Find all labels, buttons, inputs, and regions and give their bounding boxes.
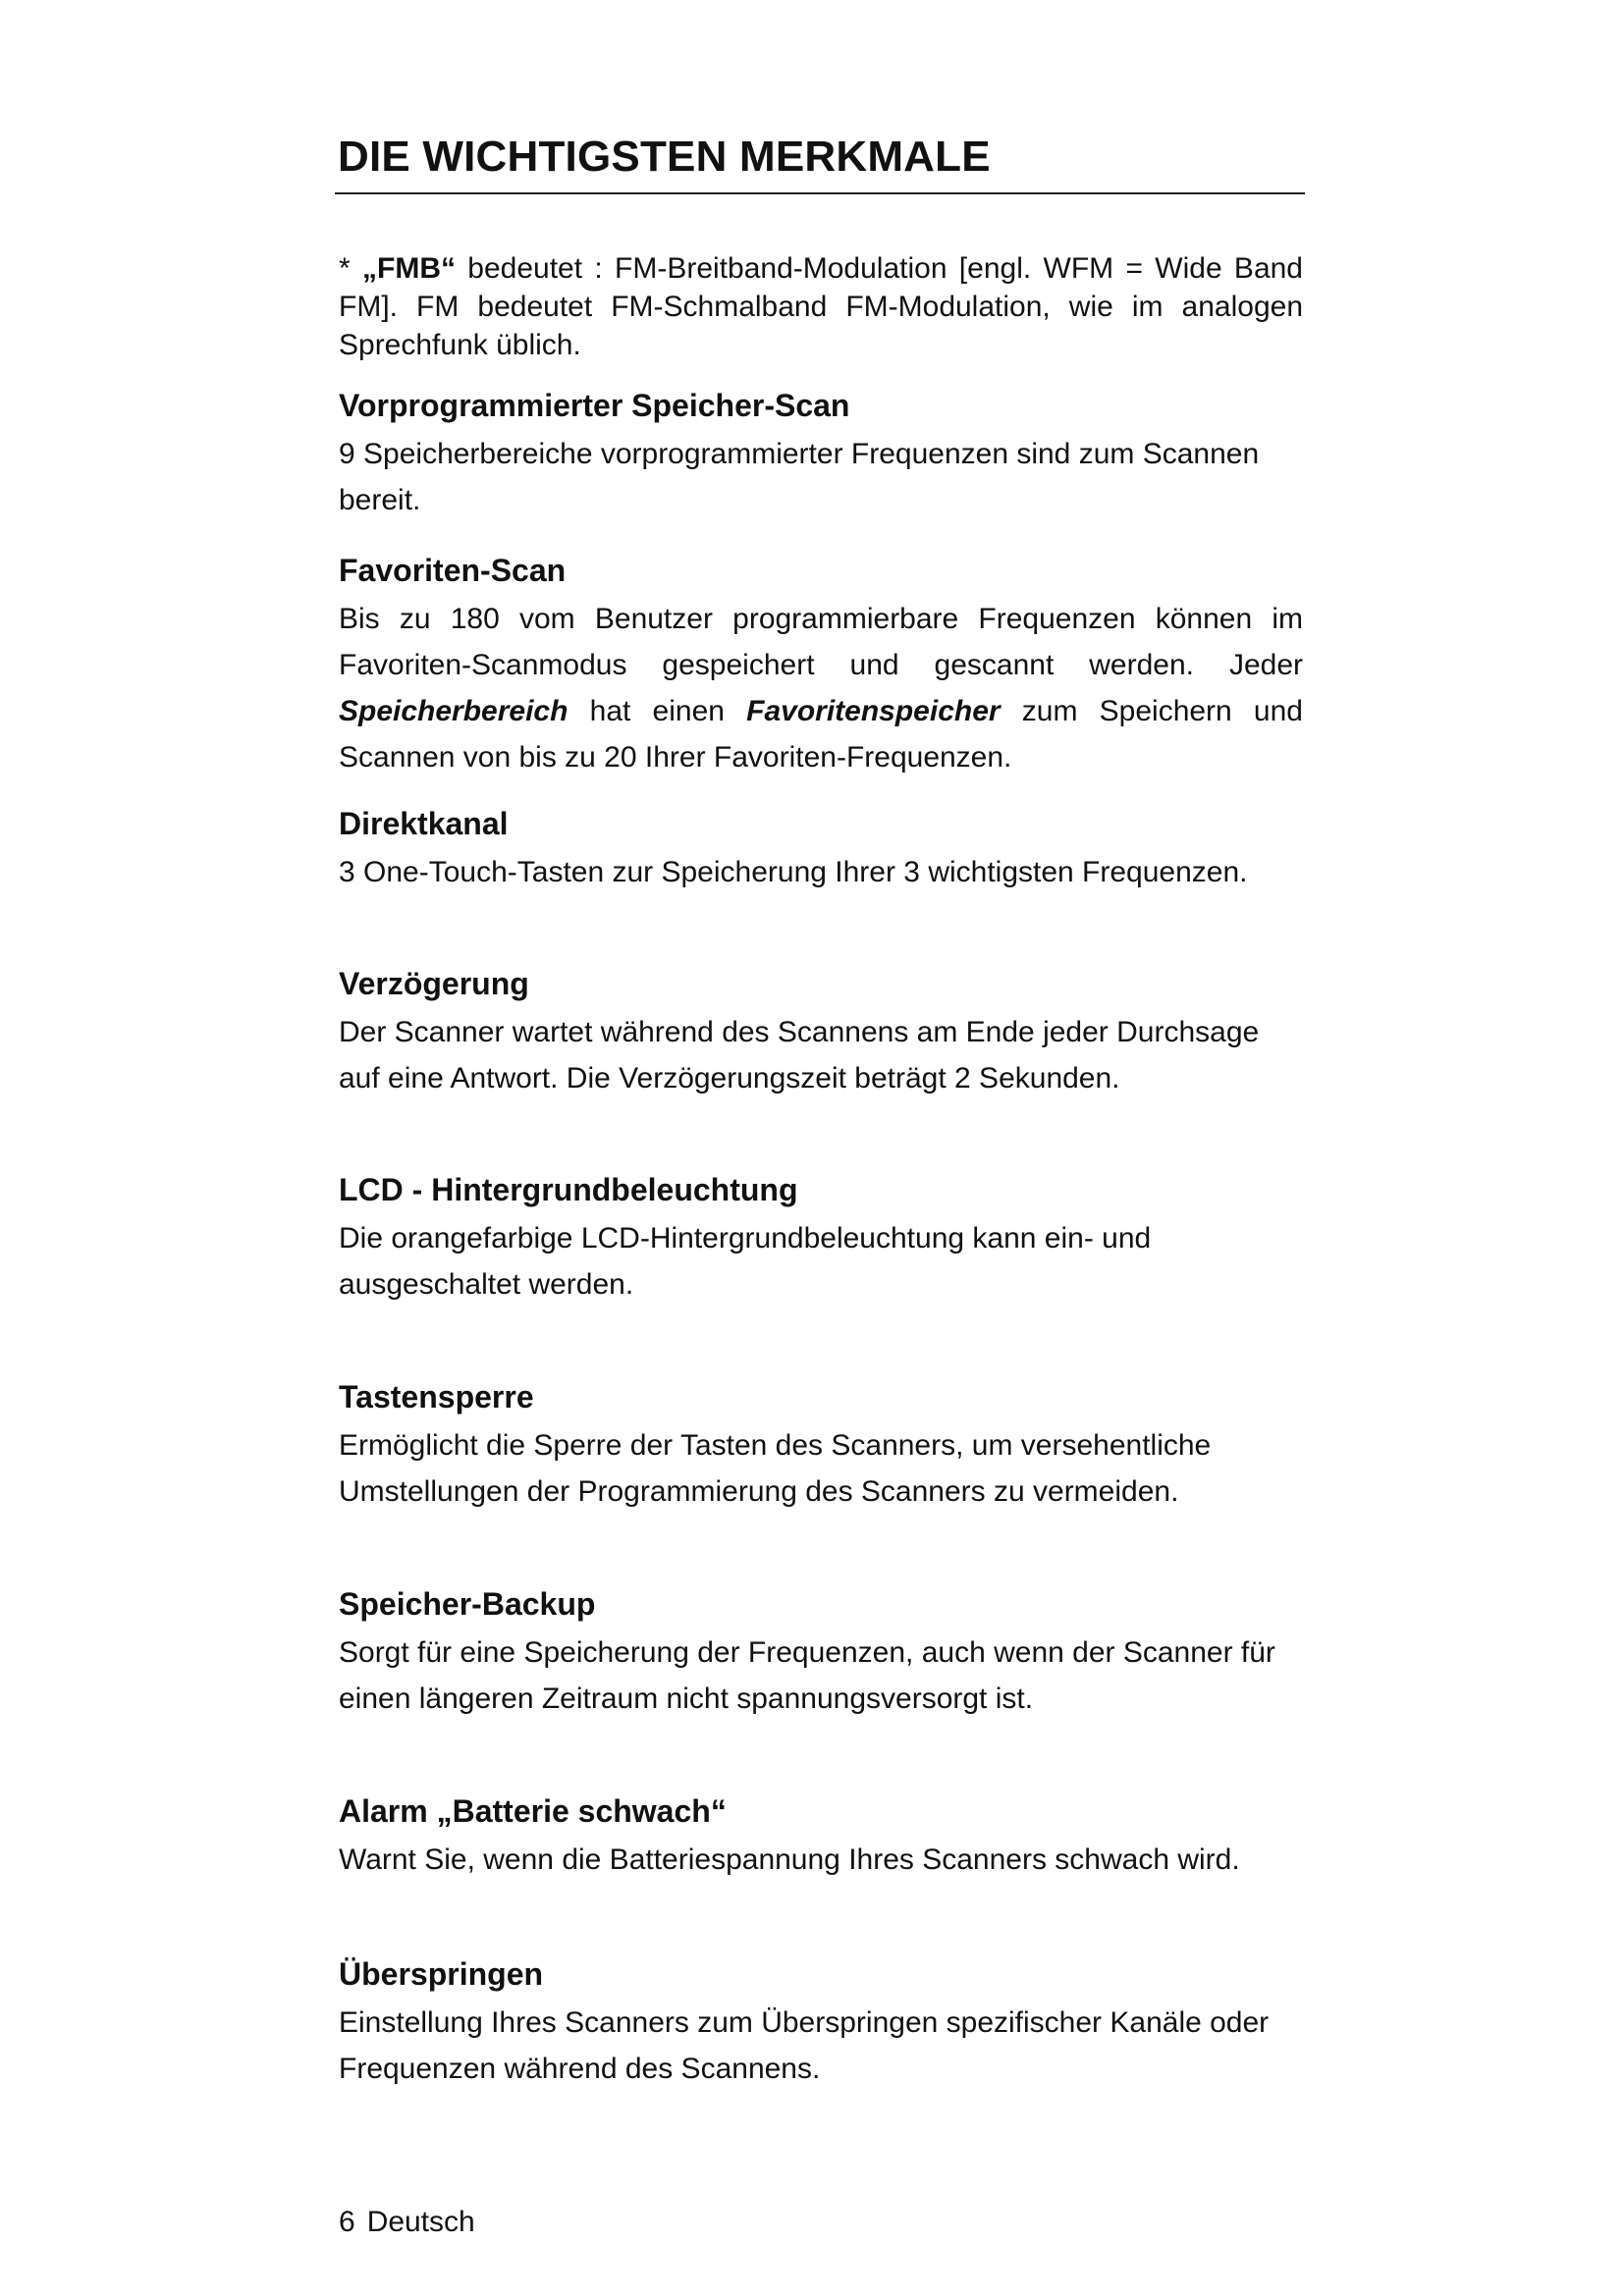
section-body-text: zum Speichern und Scannen von bis zu 20 Ihrer Favoriten-Frequenzen.	[339, 695, 1303, 774]
favorites-memory-term: Favoritenspeicher	[746, 695, 1001, 727]
section-heading: Direktkanal	[339, 806, 509, 841]
section-heading: Tastensperre	[339, 1379, 534, 1415]
section-body: Einstellung Ihres Scanners zum Überspringen spezifischer Kanäle oder Frequenzen während des Scannens.	[339, 2006, 1270, 2085]
section-heading: Vorprogrammierter Speicher-Scan	[339, 388, 850, 423]
section-body: Warnt Sie, wenn die Batteriespannung Ihres Scanners schwach wird.	[339, 1843, 1240, 1876]
section-favorites-scan	[339, 551, 1303, 780]
page-footer	[339, 2203, 475, 2242]
page-title: DIE WICHTIGSTEN MERKMALE	[338, 133, 991, 181]
section-body-text: Bis zu 180 vom Benutzer programmierbare Frequenzen können im Favoriten-Scanmodus gespeichert und gescannt werden. Jeder	[339, 603, 1303, 681]
page-language: Deutsch	[366, 2206, 475, 2238]
section-body-text: hat einen	[568, 695, 747, 727]
section-heading: Alarm „Batterie schwach“	[339, 1793, 727, 1829]
section-body: Der Scanner wartet während des Scannens am Ende jeder Durchsage auf eine Antwort. Die Verzögerungszeit beträgt 2 Sekunden.	[339, 1016, 1260, 1095]
section-heading: Favoriten-Scan	[339, 553, 567, 588]
section-body: Die orangefarbige LCD-Hintergrundbeleuchtung kann ein- und ausgeschaltet werden.	[339, 1222, 1152, 1301]
section-heading: Verzögerung	[339, 966, 529, 1001]
section-body: 9 Speicherbereiche vorprogrammierter Frequenzen sind zum Scannen bereit.	[339, 438, 1260, 516]
intro-term: „FMB“	[362, 252, 456, 285]
section-body: 3 One-Touch-Tasten zur Speicherung Ihrer 3 wichtigsten Frequenzen.	[339, 856, 1248, 888]
intro-note	[339, 249, 1303, 364]
section-preprogrammed-memory-scan	[339, 386, 1303, 523]
intro-text: bedeutet : FM-Breitband-Modulation [engl. WFM = Wide Band FM]. FM bedeutet FM-Schmalband FM-Modulation, wie im analogen Sprechfunk üblich.	[339, 252, 1303, 361]
section-body: Ermöglicht die Sperre der Tasten des Scanners, um versehentliche Umstellungen der Programmierung des Scanners zu vermeiden.	[339, 1429, 1212, 1508]
title-divider	[335, 192, 1305, 194]
memory-bank-term: Speicherbereich	[339, 695, 568, 727]
section-heading: Speicher-Backup	[339, 1586, 596, 1622]
section-low-battery-alarm	[339, 1791, 1303, 1883]
section-key-lock	[339, 1377, 1303, 1515]
section-heading: Überspringen	[339, 1956, 544, 1992]
section-heading: LCD - Hintergrundbeleuchtung	[339, 1172, 798, 1207]
section-body	[339, 596, 1303, 780]
section-direct-channel	[339, 804, 1303, 895]
section-body: Sorgt für eine Speicherung der Frequenzen, auch wenn der Scanner für einen längeren Zeitraum nicht spannungsversorgt ist.	[339, 1636, 1275, 1715]
section-lcd-backlight	[339, 1170, 1303, 1308]
page-number: 6	[339, 2206, 355, 2238]
intro-asterisk: *	[339, 252, 351, 285]
section-skip	[339, 1954, 1303, 2092]
section-delay	[339, 964, 1303, 1101]
section-memory-backup	[339, 1584, 1303, 1722]
